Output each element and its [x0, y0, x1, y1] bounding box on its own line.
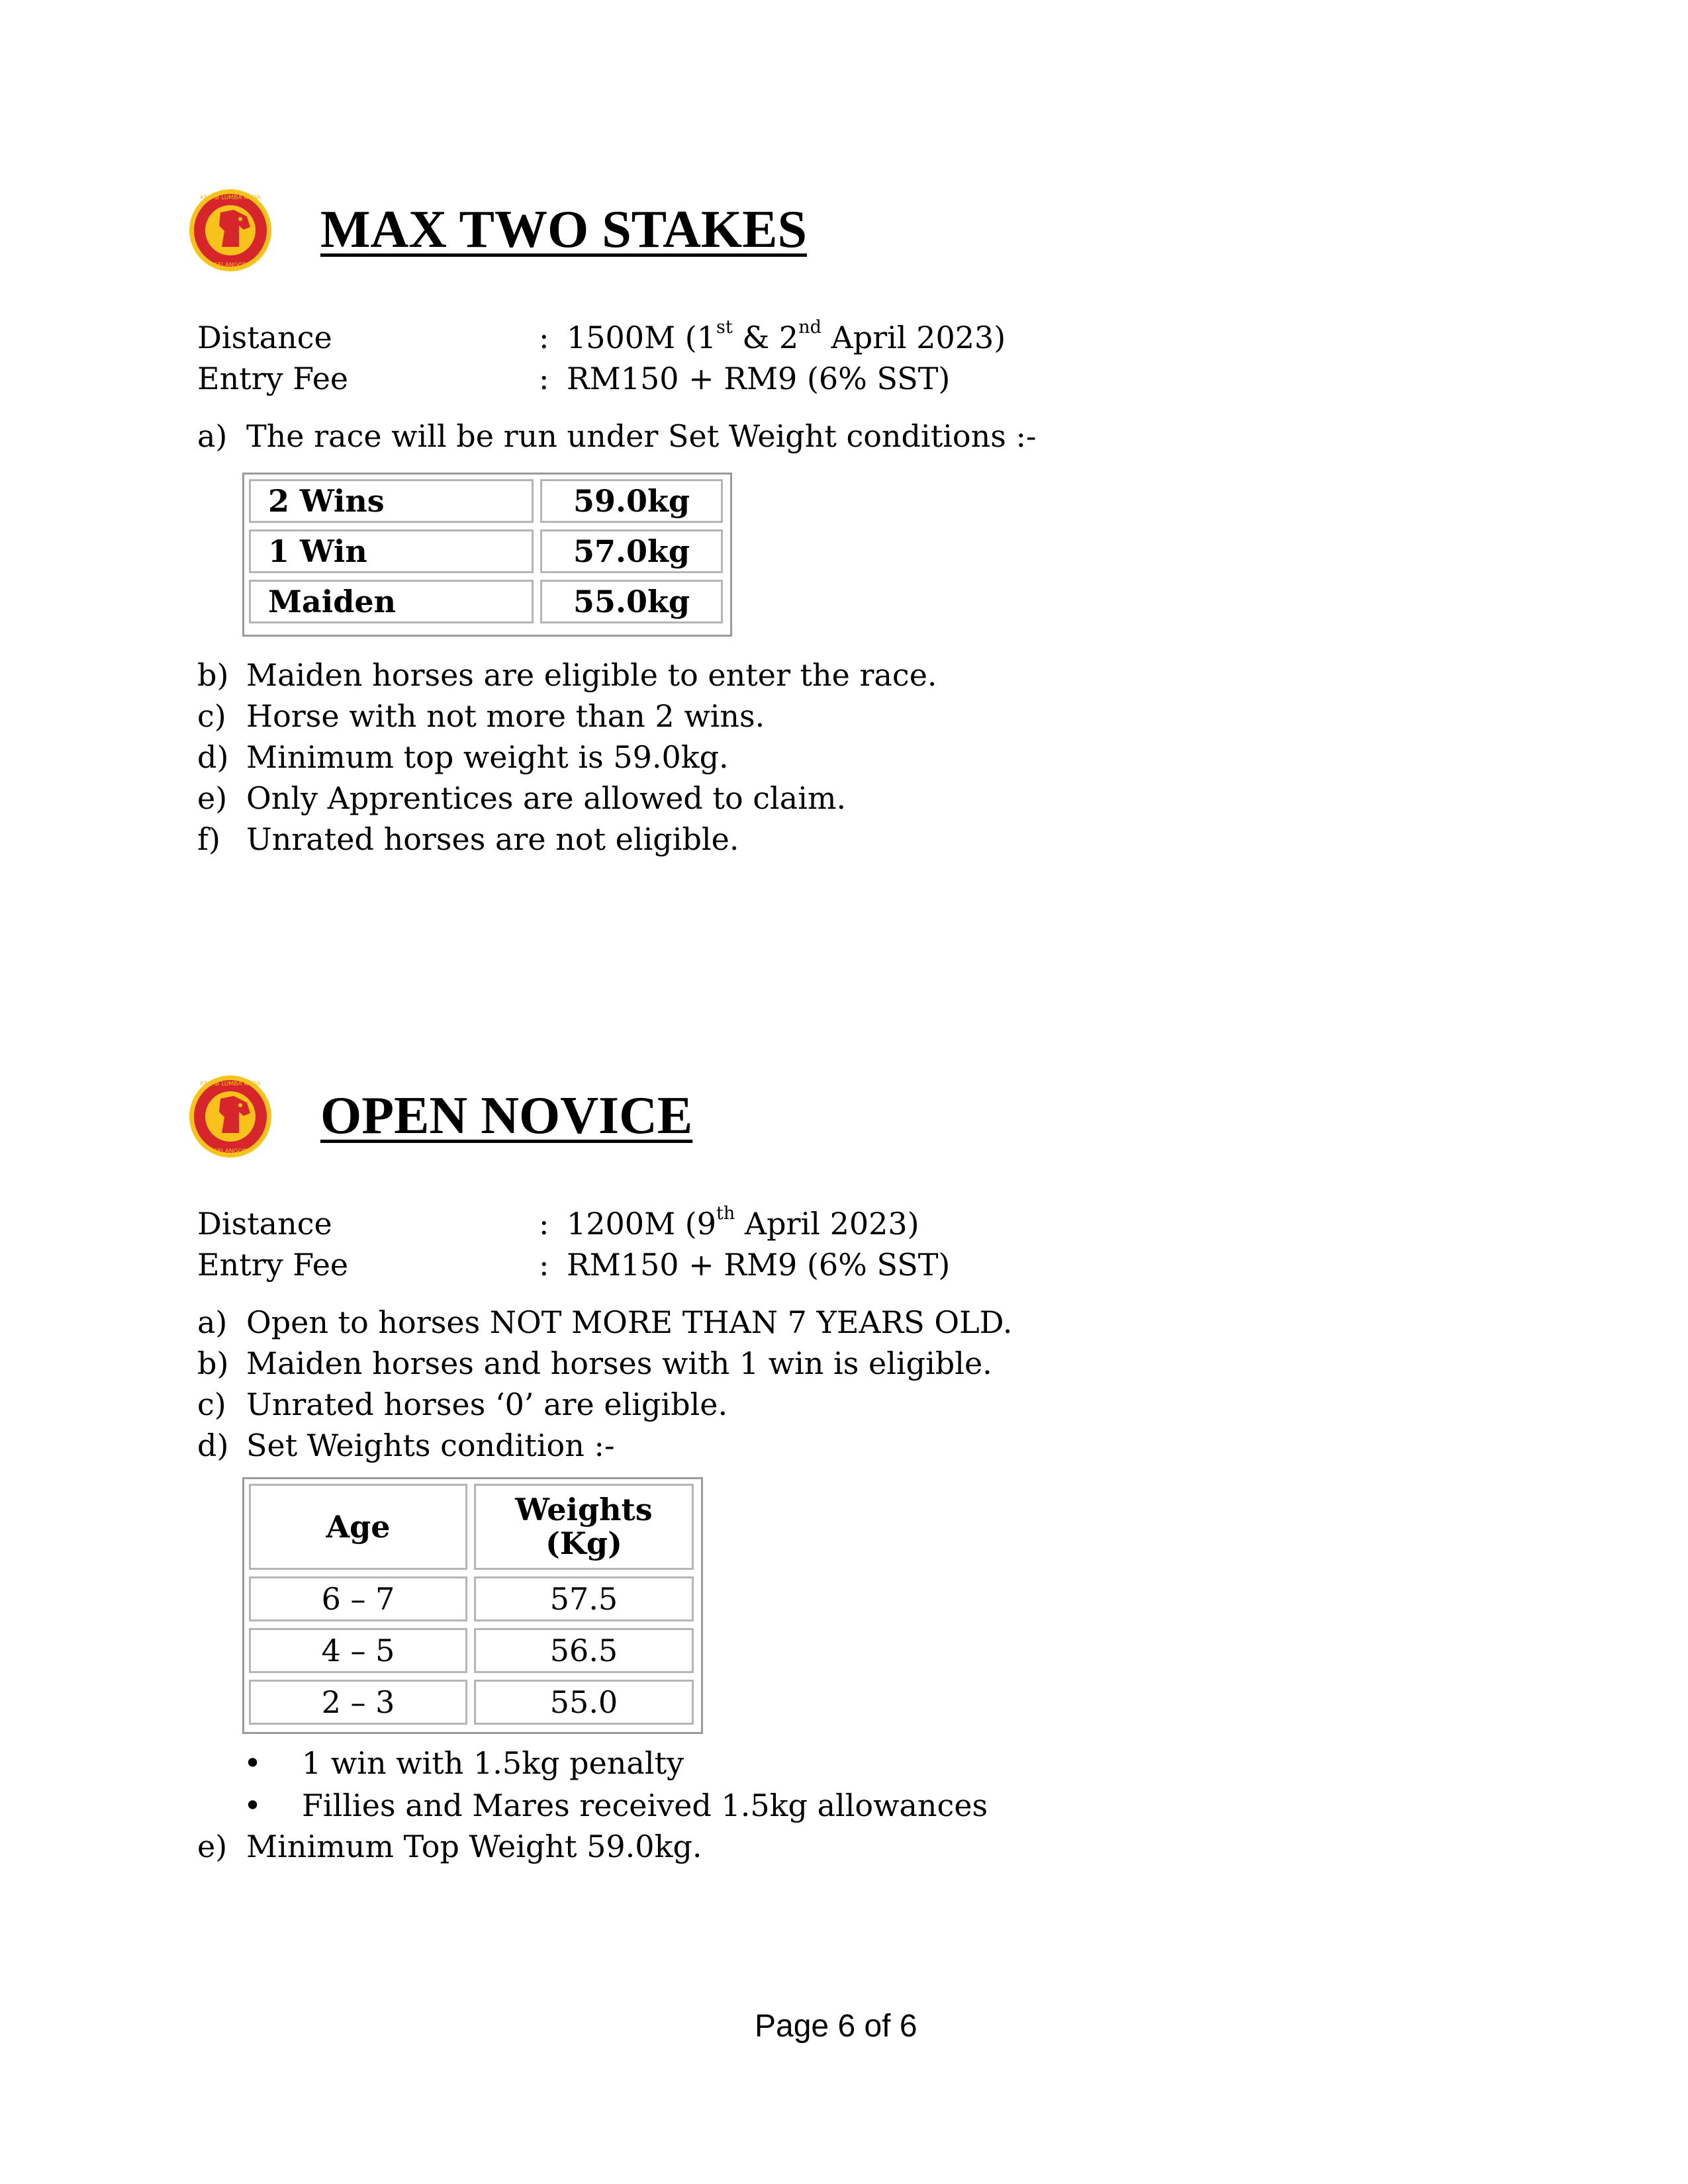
- table-cell: 2 Wins: [249, 479, 534, 523]
- table-cell: 55.0kg: [540, 580, 723, 623]
- list-item: Open to horses NOT MORE THAN 7 YEARS OLD.: [246, 1304, 1013, 1340]
- list-item: Maiden horses and horses with 1 win is eligible.: [246, 1345, 992, 1381]
- list-item-letter: e): [197, 1829, 228, 1864]
- table-cell: 6 – 7: [249, 1576, 467, 1621]
- list-item-letter: f): [197, 821, 220, 857]
- set-weight-table: [242, 473, 732, 637]
- list-item: Unrated horses are not eligible.: [246, 821, 739, 857]
- list-item-letter: b): [197, 1345, 229, 1381]
- list-item-letter: a): [197, 418, 228, 454]
- distance-label: Distance: [197, 320, 332, 355]
- svg-text:KELAB LUMBA KUDA: KELAB LUMBA KUDA: [200, 195, 261, 201]
- list-item-letter: b): [197, 657, 229, 693]
- list-item: Minimum Top Weight 59.0kg.: [246, 1829, 702, 1864]
- list-item: Unrated horses ‘0’ are eligible.: [246, 1387, 728, 1422]
- table-cell: 1 Win: [249, 529, 534, 573]
- list-item: Maiden horses are eligible to enter the race.: [246, 657, 937, 693]
- table-cell: 57.5: [474, 1576, 694, 1621]
- separator: :: [539, 1247, 549, 1283]
- svg-text:SELANGOR: SELANGOR: [214, 262, 247, 269]
- table-header-cell: Weights (Kg): [474, 1484, 694, 1570]
- entry-fee-label: Entry Fee: [197, 1247, 349, 1283]
- list-item: Only Apprentices are allowed to claim.: [246, 780, 847, 816]
- separator: :: [539, 361, 549, 396]
- table-cell: 4 – 5: [249, 1628, 467, 1673]
- bullet-item: Fillies and Mares received 1.5kg allowances: [302, 1788, 988, 1823]
- svg-text:KELAB LUMBA KUDA: KELAB LUMBA KUDA: [200, 1081, 261, 1087]
- table-cell: 2 – 3: [249, 1680, 467, 1725]
- section-title: MAX TWO STAKES: [320, 201, 807, 259]
- distance-label: Distance: [197, 1206, 332, 1242]
- list-item: Horse with not more than 2 wins.: [246, 698, 765, 734]
- bullet-icon: •: [244, 1788, 262, 1823]
- list-item-letter: a): [197, 1304, 228, 1340]
- list-item-letter: c): [197, 1387, 226, 1422]
- distance-value: 1200M (9th April 2023): [567, 1203, 919, 1242]
- distance-value: 1500M (1st & 2nd April 2023): [567, 317, 1006, 355]
- age-weight-table: [242, 1477, 703, 1734]
- table-header-cell: Age: [249, 1484, 467, 1570]
- table-cell: 59.0kg: [540, 479, 723, 523]
- bullet-item: 1 win with 1.5kg penalty: [302, 1745, 684, 1781]
- list-item: Minimum top weight is 59.0kg.: [246, 739, 729, 775]
- table-cell: 57.0kg: [540, 529, 723, 573]
- list-item-letter: d): [197, 1428, 229, 1463]
- entry-fee-value: RM150 + RM9 (6% SST): [567, 361, 951, 396]
- bullet-icon: •: [244, 1745, 262, 1781]
- club-logo: [187, 1073, 273, 1160]
- club-logo: [187, 187, 273, 273]
- list-item-letter: e): [197, 780, 228, 816]
- separator: :: [539, 320, 549, 355]
- list-item: The race will be run under Set Weight conditions :-: [246, 418, 1037, 454]
- page-number: Page 6 of 6: [755, 2009, 917, 2044]
- entry-fee-label: Entry Fee: [197, 361, 349, 396]
- list-item-letter: d): [197, 739, 229, 775]
- svg-text:SELANGOR: SELANGOR: [214, 1148, 247, 1155]
- list-item: Set Weights condition :-: [246, 1428, 615, 1463]
- table-cell: Maiden: [249, 580, 534, 623]
- table-cell: 56.5: [474, 1628, 694, 1673]
- list-item-letter: c): [197, 698, 226, 734]
- section-title: OPEN NOVICE: [320, 1087, 693, 1145]
- entry-fee-value: RM150 + RM9 (6% SST): [567, 1247, 951, 1283]
- table-cell: 55.0: [474, 1680, 694, 1725]
- separator: :: [539, 1206, 549, 1242]
